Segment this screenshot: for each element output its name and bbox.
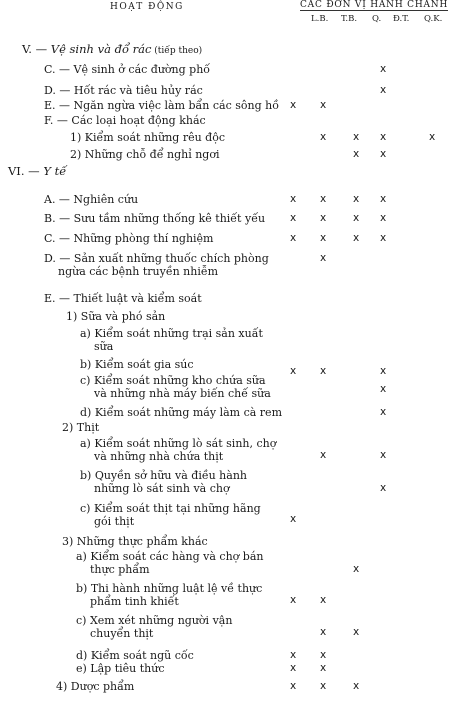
activity-label: b) Kiểm soát gia súc bbox=[80, 358, 194, 371]
activity-row bbox=[70, 148, 219, 161]
assignment-mark: x bbox=[353, 212, 360, 224]
activity-row bbox=[76, 649, 194, 662]
activity-row bbox=[44, 252, 269, 278]
assignment-mark: x bbox=[290, 662, 297, 674]
activity-row bbox=[76, 582, 262, 608]
activity-row bbox=[44, 99, 279, 112]
section-title: Vệ sinh và đổ rác bbox=[50, 42, 152, 56]
assignment-mark: x bbox=[320, 626, 327, 638]
assignment-mark: x bbox=[320, 252, 327, 264]
activity-label-continuation: ngừa các bệnh truyền nhiễm bbox=[58, 265, 219, 278]
activity-label: C. — Những phòng thí nghiệm bbox=[44, 232, 214, 245]
column-header-q: Q. bbox=[372, 14, 382, 24]
activity-row bbox=[66, 310, 165, 323]
section-number: VI. — bbox=[8, 164, 44, 178]
assignment-mark: x bbox=[380, 383, 387, 395]
activity-row bbox=[44, 63, 210, 76]
section-note: (tiếp theo) bbox=[151, 46, 203, 56]
activity-label: d) Kiểm soát những máy làm cà rem bbox=[80, 406, 282, 419]
activity-row bbox=[70, 131, 225, 144]
assignment-mark: x bbox=[320, 449, 327, 461]
assignment-mark: x bbox=[380, 365, 387, 377]
assignment-mark: x bbox=[320, 649, 327, 661]
activity-row bbox=[80, 406, 282, 419]
assignment-mark: x bbox=[290, 193, 297, 205]
assignment-mark: x bbox=[290, 99, 297, 111]
column-header-qk: Q.K. bbox=[424, 14, 443, 24]
assignment-mark: x bbox=[353, 563, 360, 575]
assignment-mark: x bbox=[380, 148, 387, 160]
assignment-mark: x bbox=[353, 626, 360, 638]
assignment-mark: x bbox=[290, 513, 297, 525]
assignment-mark: x bbox=[320, 365, 327, 377]
activity-label-continuation: và những nhà máy biến chế sữa bbox=[94, 387, 271, 400]
activity-row bbox=[80, 502, 261, 528]
assignment-mark: x bbox=[380, 232, 387, 244]
assignment-mark: x bbox=[290, 232, 297, 244]
activity-label: 1) Kiểm soát những rêu độc bbox=[70, 131, 226, 144]
assignment-mark: x bbox=[320, 680, 327, 692]
assignment-mark: x bbox=[290, 594, 297, 606]
section-number: V. — bbox=[22, 42, 51, 56]
activity-row bbox=[44, 232, 214, 245]
activity-row bbox=[76, 662, 164, 675]
activity-label: 4) Dược phẩm bbox=[56, 680, 135, 693]
assignment-mark: x bbox=[353, 680, 360, 692]
activity-label: d) Kiểm soát ngũ cốc bbox=[76, 649, 194, 662]
activity-row bbox=[62, 535, 208, 548]
activity-row bbox=[44, 193, 138, 206]
column-header-lb: L.B. bbox=[311, 14, 329, 24]
section-title: Y tế bbox=[43, 164, 67, 178]
assignment-mark: x bbox=[380, 482, 387, 494]
column-header-tb: T.B. bbox=[341, 14, 358, 24]
assignment-mark: x bbox=[290, 365, 297, 377]
activity-label: D. — Hốt rác và tiêu hủy rác bbox=[44, 84, 203, 97]
header-rule bbox=[300, 10, 448, 11]
assignment-mark: x bbox=[320, 193, 327, 205]
activity-row bbox=[44, 84, 203, 97]
activity-row bbox=[80, 437, 276, 463]
activity-row bbox=[80, 358, 194, 371]
section-heading bbox=[8, 165, 66, 178]
assignment-mark: x bbox=[320, 662, 327, 674]
activity-label: c) Kiểm soát những kho chứa sữa bbox=[80, 374, 266, 387]
activity-label-continuation: những lò sát sinh và chợ bbox=[94, 482, 230, 495]
activity-label: 2) Những chỗ để nghỉ ngơi bbox=[70, 148, 220, 161]
activity-row bbox=[80, 469, 247, 495]
activity-label: 2) Thịt bbox=[62, 421, 100, 434]
activity-label: F. — Các loại hoạt động khác bbox=[44, 114, 206, 127]
activity-label-continuation: phẩm tinh khiết bbox=[90, 595, 179, 608]
activity-label bbox=[22, 43, 202, 58]
activity-row bbox=[80, 327, 263, 353]
assignment-mark: x bbox=[353, 148, 360, 160]
activity-label: B. — Sưu tầm những thống kê thiết yếu bbox=[44, 212, 266, 225]
activity-row bbox=[76, 550, 263, 576]
activity-label: 3) Những thực phẩm khác bbox=[62, 535, 208, 548]
assignment-mark: x bbox=[380, 212, 387, 224]
activity-label: a) Kiểm soát những trại sản xuất bbox=[80, 327, 263, 340]
assignment-mark: x bbox=[320, 232, 327, 244]
assignment-mark: x bbox=[380, 406, 387, 418]
activity-label: a) Kiểm soát các hàng và chợ bán bbox=[76, 550, 264, 563]
activity-row bbox=[62, 421, 99, 434]
activity-label: a) Kiểm soát những lò sát sinh, chợ bbox=[80, 437, 277, 450]
assignment-mark: x bbox=[320, 131, 327, 143]
assignment-mark: x bbox=[290, 649, 297, 661]
activity-label: A. — Nghiên cứu bbox=[44, 193, 139, 206]
activity-row bbox=[80, 374, 271, 400]
activity-label: D. — Sản xuất những thuốc chích phòng bbox=[44, 252, 269, 265]
column-header-dt: Đ.T. bbox=[393, 14, 410, 24]
assignment-mark: x bbox=[429, 131, 436, 143]
activity-label: e) Lập tiêu thức bbox=[76, 662, 165, 675]
assignment-mark: x bbox=[320, 212, 327, 224]
assignment-mark: x bbox=[353, 232, 360, 244]
activity-label: 1) Sữa và phó sản bbox=[66, 310, 166, 323]
assignment-mark: x bbox=[353, 193, 360, 205]
activity-label: c) Xem xét những người vận bbox=[76, 614, 233, 627]
activity-label-continuation: sữa bbox=[94, 340, 114, 353]
assignment-mark: x bbox=[380, 449, 387, 461]
activity-row bbox=[44, 292, 202, 305]
activity-label: C. — Vệ sinh ở các đường phố bbox=[44, 63, 211, 76]
assignment-mark: x bbox=[380, 63, 387, 75]
assignment-mark: x bbox=[290, 212, 297, 224]
activity-row bbox=[56, 680, 134, 693]
assignment-mark: x bbox=[290, 680, 297, 692]
activity-label-continuation: chuyển thịt bbox=[90, 627, 154, 640]
activity-label-continuation: thực phẩm bbox=[90, 563, 150, 576]
activity-label-continuation: gói thịt bbox=[94, 515, 135, 528]
activity-row bbox=[44, 212, 265, 225]
activity-row bbox=[44, 114, 206, 127]
assignment-mark: x bbox=[320, 99, 327, 111]
activity-label bbox=[8, 165, 66, 178]
assignment-mark: x bbox=[353, 131, 360, 143]
activity-row bbox=[76, 614, 232, 640]
activity-column-header: HOẠT ĐỘNG bbox=[110, 2, 184, 12]
assignment-mark: x bbox=[380, 193, 387, 205]
activity-label: c) Kiểm soát thịt tại những hãng bbox=[80, 502, 261, 515]
activity-label: E. — Ngăn ngừa việc làm bẩn các sông hồ bbox=[44, 99, 279, 112]
activity-label-continuation: và những nhà chứa thịt bbox=[94, 450, 224, 463]
assignment-mark: x bbox=[380, 84, 387, 96]
assignment-mark: x bbox=[380, 131, 387, 143]
section-heading bbox=[22, 43, 202, 58]
administrative-units-header: CÁC ĐƠN VỊ HÀNH CHÁNH bbox=[300, 0, 449, 10]
assignment-mark: x bbox=[320, 594, 327, 606]
activity-label: E. — Thiết luật và kiểm soát bbox=[44, 292, 202, 305]
activity-label: b) Quyền sở hữu và điều hành bbox=[80, 469, 247, 482]
activity-label: b) Thi hành những luật lệ về thực bbox=[76, 582, 263, 595]
